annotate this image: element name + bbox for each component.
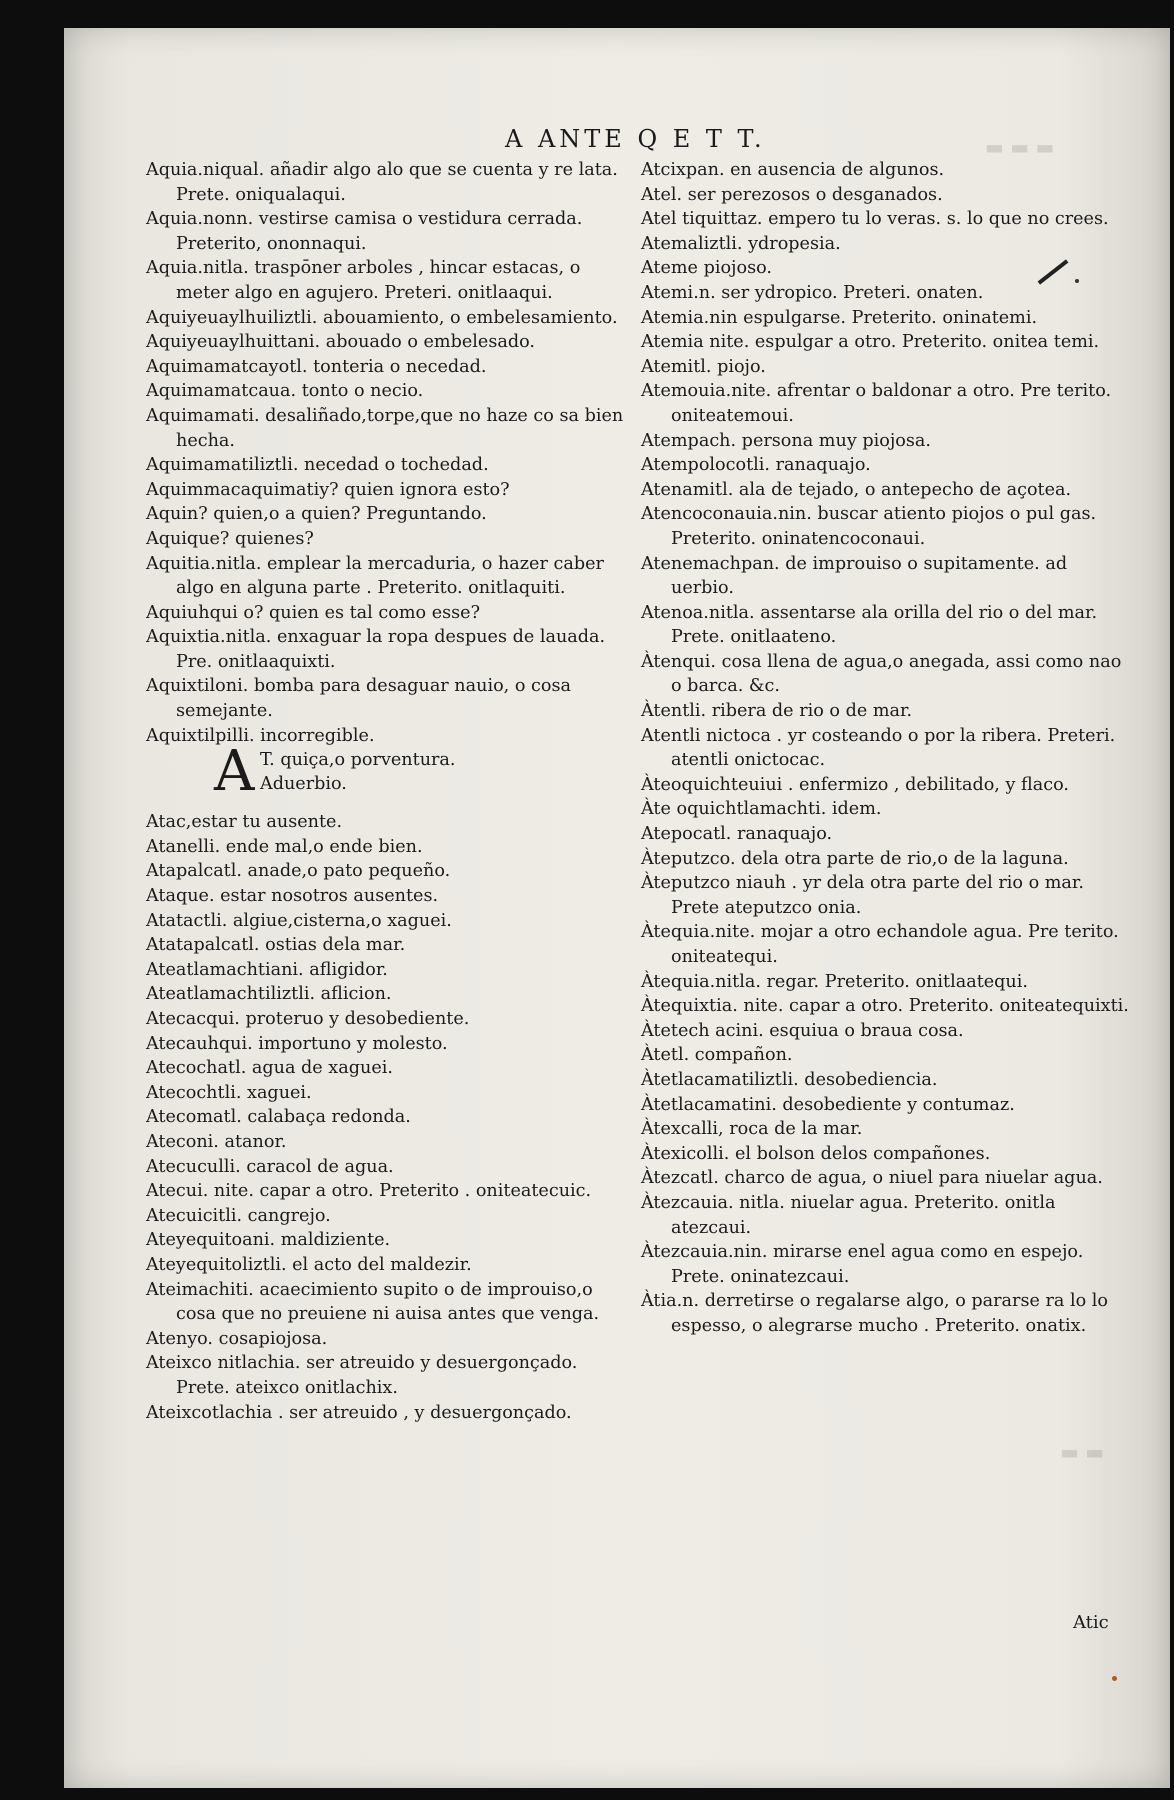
dictionary-entry: Atempolocotli. ranaquajo. xyxy=(641,455,871,476)
dictionary-entry: Aquimamatcaua. tonto o necio. xyxy=(146,381,424,402)
dictionary-entry: Atenemachpan. de improuiso o supitamente. ad uerbio. xyxy=(641,553,1068,599)
dictionary-entry: Aquixtiloni. bomba para desaguar nauio, o cosa semejante. xyxy=(146,676,572,722)
dictionary-entry: Atatapalcatl. ostias dela mar. xyxy=(146,935,406,956)
dictionary-entry: Atel tiquittaz. empero tu lo veras. s. lo que no crees. xyxy=(641,209,1109,230)
dictionary-entry: Ateyequitoani. maldiziente. xyxy=(146,1230,391,1251)
dropcap-line-2: Aduerbio. xyxy=(260,774,347,795)
dictionary-entry: Atecuculli. caracol de agua. xyxy=(146,1156,394,1177)
dictionary-entry: Atepocatl. ranaquajo. xyxy=(641,824,833,845)
dictionary-entry: Atanelli. ende mal,o ende bien. xyxy=(146,836,423,857)
edge-stain-icon xyxy=(1112,1676,1117,1681)
dictionary-entry: Ataque. estar nosotros ausentes. xyxy=(146,886,439,907)
dictionary-entry: Ateconi. atanor. xyxy=(146,1131,287,1152)
dictionary-entry: Àtezcatl. charco de agua, o niuel para niuelar agua. xyxy=(641,1168,1103,1189)
catchword: Atic xyxy=(1073,1612,1109,1633)
dictionary-entry: Àtequixtia. nite. capar a otro. Preterito. oniteatequixti. xyxy=(641,996,1129,1017)
dictionary-entry: Atemia.nin espulgarse. Preterito. oninatemi. xyxy=(641,307,1038,328)
dictionary-entry: Atecochatl. agua de xaguei. xyxy=(146,1058,393,1079)
dictionary-entry: Atemia nite. espulgar a otro. Preterito. onitea temi. xyxy=(641,332,1100,353)
dictionary-entry: Aquimamatcayotl. tonteria o necedad. xyxy=(146,356,487,377)
dropcap-entry xyxy=(146,739,630,810)
dictionary-entry: Aquin? quien,o a quien? Preguntando. xyxy=(146,504,487,525)
running-head: A ANTE Q E T T. xyxy=(505,125,766,153)
dictionary-entry: Aquimamati. desaliñado,torpe,que no haze co sa bien hecha. xyxy=(146,405,624,451)
bleed-through-text: ▬ ▬ ▬ xyxy=(985,135,1055,159)
dictionary-entry: Àtexcalli, roca de la mar. xyxy=(641,1119,863,1140)
dictionary-entry: Atempach. persona muy piojosa. xyxy=(641,430,931,451)
dictionary-entry: Aquia.niqual. añadir algo alo que se cuenta y re lata. Prete. oniqualaqui. xyxy=(146,160,618,205)
dictionary-entry: Àtequia.nitla. regar. Preterito. onitlaatequi. xyxy=(641,971,1028,992)
ink-dot-icon xyxy=(1075,279,1079,283)
dictionary-entry: Atecacqui. proteruo y desobediente. xyxy=(146,1009,470,1029)
dictionary-entry: Aquixtia.nitla. enxaguar la ropa despues de lauada. Pre. onitlaaquixti. xyxy=(146,627,606,672)
dictionary-entry: Ateatlamachtiliztli. aflicion. xyxy=(146,984,392,1005)
dictionary-entry: Atemi.n. ser ydropico. Preteri. onaten. xyxy=(641,282,984,303)
dictionary-entry: Aquimmacaquimatiy? quien ignora esto? xyxy=(146,479,510,500)
dictionary-entry: Atecomatl. calabaça redonda. xyxy=(146,1107,411,1128)
dictionary-entry: Atenyo. cosapiojosa. xyxy=(146,1328,328,1349)
bleed-through-text: ▬ ▬ xyxy=(1060,1440,1105,1464)
dictionary-entry: Atemouia.nite. afrentar o baldonar a otro. Pre terito. oniteatemoui. xyxy=(641,381,1112,426)
right-column xyxy=(641,158,1131,1339)
dictionary-entry: Atapalcatl. anade,o pato pequeño. xyxy=(146,861,451,882)
dictionary-entry: Ateimachiti. acaecimiento supito o de improuiso,o cosa que no preuiene ni auisa antes que venga. xyxy=(146,1279,600,1325)
dictionary-entry: Aquixtilpilli. incorregible. xyxy=(146,725,375,746)
dropcap-letter: A xyxy=(214,739,255,805)
dictionary-entry: Atencoconauia.nin. buscar atiento piojos o pul gas. Preterito. oninatencoconaui. xyxy=(641,504,1097,549)
dictionary-entry: Àtexicolli. el bolson delos compañones. xyxy=(641,1143,991,1164)
dictionary-entry: Ateatlamachtiani. afligidor. xyxy=(146,959,388,980)
dictionary-entry: Aquia.nitla. traspōner arboles , hincar estacas, o meter algo en agujero. Preteri. onitlaaqui. xyxy=(146,258,581,303)
dictionary-entry: Àtetlacamatini. desobediente y contumaz. xyxy=(641,1094,1015,1115)
dictionary-entry: Aquia.nonn. vestirse camisa o vestidura cerrada. Preterito, ononnaqui. xyxy=(146,209,583,254)
dictionary-entry: Àteputzco niauh . yr dela otra parte del rio o mar. Prete ateputzco onia. xyxy=(641,873,1084,918)
dictionary-entry: Àte oquichtlamachti. idem. xyxy=(641,799,882,820)
dictionary-entry: Àtezcauia. nitla. niuelar agua. Preterito. onitla atezcaui. xyxy=(641,1192,1056,1238)
dictionary-entry: Aquiyeuaylhuittani. abouado o embelesado. xyxy=(146,332,535,353)
dictionary-entry: Atenamitl. ala de tejado, o antepecho de açotea. xyxy=(641,479,1072,500)
dictionary-entry: Ateixco nitlachia. ser atreuido y desuergonçado. Prete. ateixco onitlachix. xyxy=(146,1353,578,1398)
dictionary-entry: Aquiyeuaylhuiliztli. abouamiento, o embelesamiento. xyxy=(146,307,618,328)
dictionary-entry: Aquitia.nitla. emplear la mercaduria, o hazer caber algo en alguna parte . Preterito. onitlaquiti. xyxy=(146,553,604,599)
dictionary-entry: Aquimamatiliztli. necedad o tochedad. xyxy=(146,455,489,476)
dictionary-entry: Atecauhqui. importuno y molesto. xyxy=(146,1033,448,1054)
dictionary-entry: Ateixcotlachia . ser atreuido , y desuergonçado. xyxy=(146,1402,572,1423)
dictionary-entry: Aquiuhqui o? quien es tal como esse? xyxy=(146,602,481,623)
dictionary-entry: Àtequia.nite. mojar a otro echandole agua. Pre terito. oniteatequi. xyxy=(641,922,1119,967)
dropcap-line-1: T. quiça,o porventura. xyxy=(260,750,456,771)
dictionary-entry: Àteputzco. dela otra parte de rio,o de la laguna. xyxy=(641,848,1069,869)
dictionary-entry: Àtenqui. cosa llena de agua,o anegada, assi como nao o barca. &c. xyxy=(641,651,1122,697)
dictionary-entry: Àtentli. ribera de rio o de mar. xyxy=(641,701,913,722)
dictionary-entry: Àtetl. compañon. xyxy=(641,1045,793,1066)
dictionary-entry: Atcixpan. en ausencia de algunos. xyxy=(641,160,945,180)
dictionary-entry: Ateme piojoso. xyxy=(641,258,772,279)
dictionary-entry: Àtezcauia.nin. mirarse enel agua como en espejo. Prete. oninatezcaui. xyxy=(641,1242,1084,1287)
dictionary-entry: Atenoa.nitla. assentarse ala orilla del rio o del mar. Prete. onitlaateno. xyxy=(641,602,1098,648)
left-column xyxy=(146,158,630,1425)
dictionary-entry: Atecuicitli. cangrejo. xyxy=(146,1205,331,1226)
dictionary-entry: Atemaliztli. ydropesia. xyxy=(641,233,841,254)
dictionary-entry: Àteoquichteuiui . enfermizo , debilitado, y flaco. xyxy=(641,774,1069,795)
dictionary-entry: Àtetlacamatiliztli. desobediencia. xyxy=(641,1069,938,1090)
dictionary-entry: Atentli nictoca . yr costeando o por la ribera. Preteri. atentli onictocac. xyxy=(641,725,1116,771)
dictionary-entry: Aquique? quienes? xyxy=(146,528,314,549)
dictionary-entry: Atac,estar tu ausente. xyxy=(146,812,343,833)
dictionary-entry: Atel. ser perezosos o desganados. xyxy=(641,184,943,205)
dictionary-entry: Atatactli. algiue,cisterna,o xaguei. xyxy=(146,910,452,931)
dictionary-entry: Atecochtli. xaguei. xyxy=(146,1082,312,1103)
dictionary-entry: Atecui. nite. capar a otro. Preterito . oniteatecuic. xyxy=(146,1181,592,1202)
dictionary-entry: Atemitl. piojo. xyxy=(641,356,766,377)
dictionary-entry: Ateyequitoliztli. el acto del maldezir. xyxy=(146,1254,472,1275)
dictionary-entry: Àtia.n. derretirse o regalarse algo, o pararse ra lo lo espesso, o alegrarse mucho . Preterito. onatix. xyxy=(641,1291,1109,1336)
dictionary-entry: Àtetech acini. esquiua o braua cosa. xyxy=(641,1020,964,1041)
